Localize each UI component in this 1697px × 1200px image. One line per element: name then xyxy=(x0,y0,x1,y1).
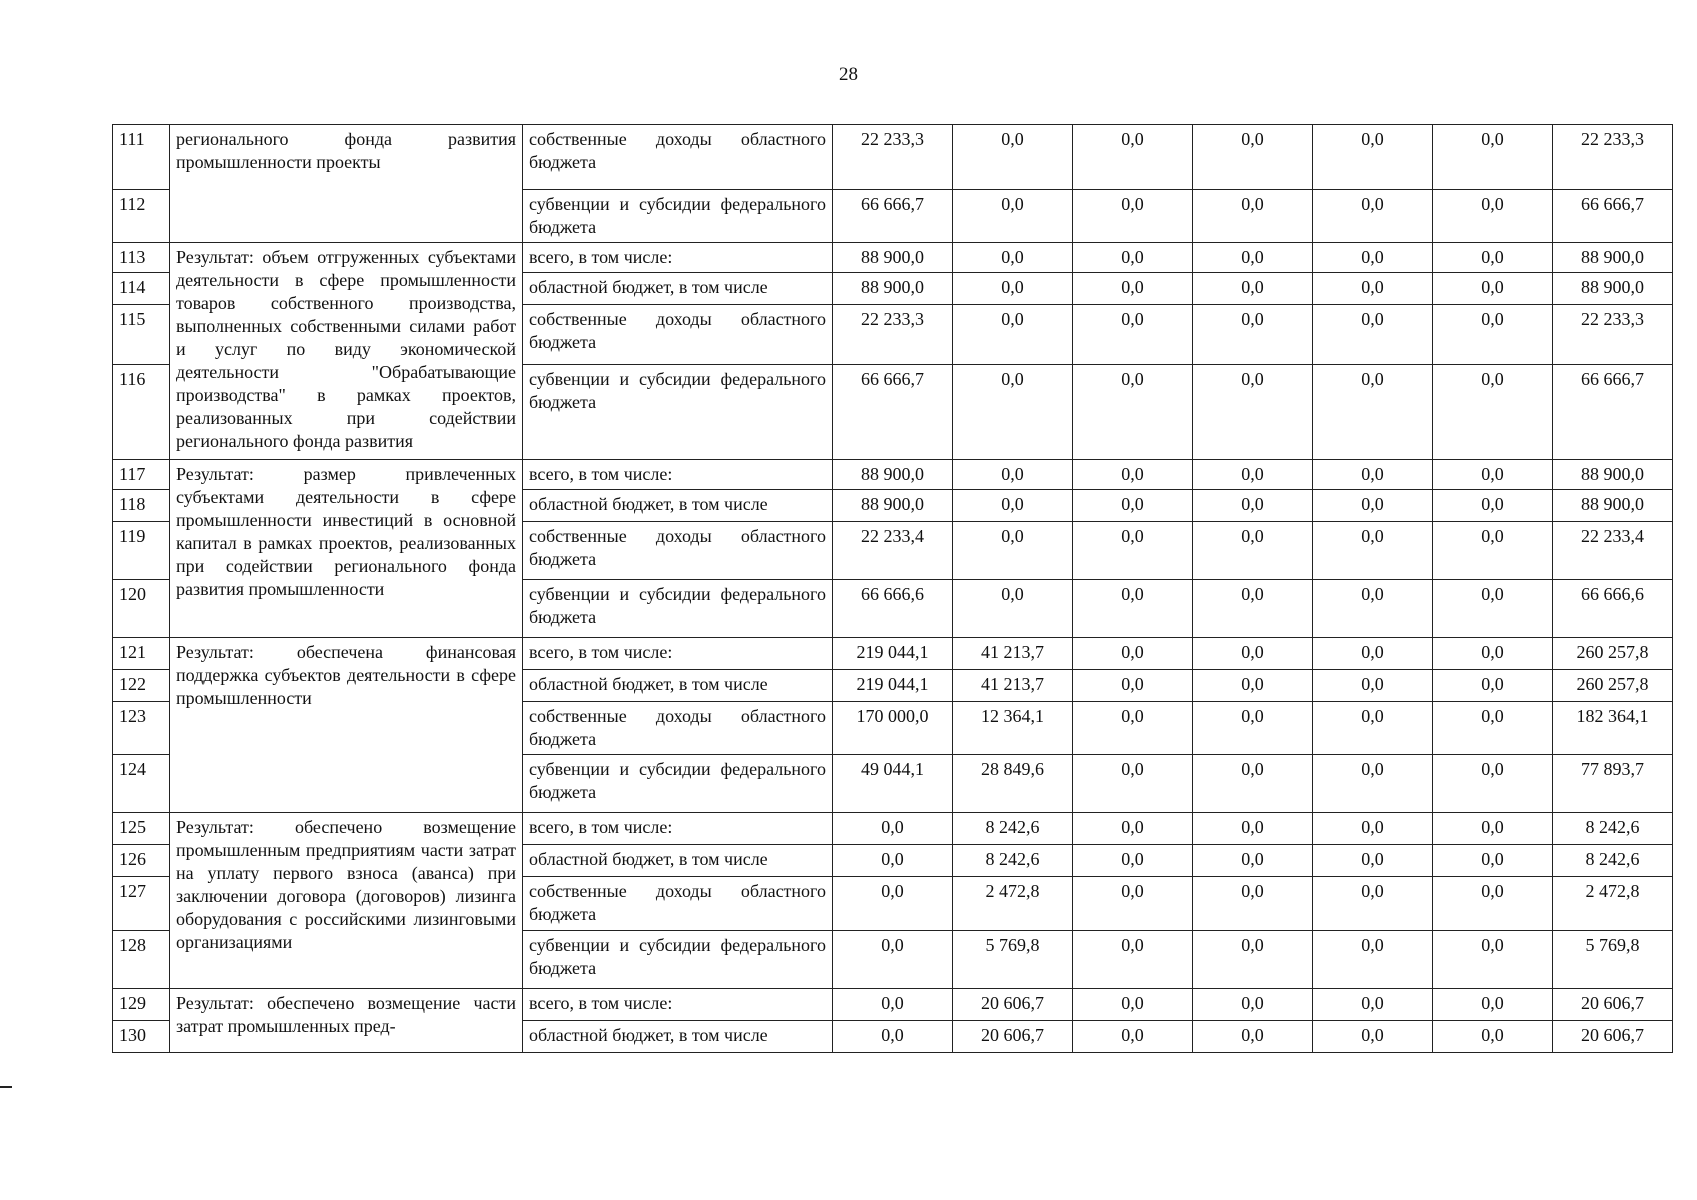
row-number: 126 xyxy=(113,845,170,877)
year-value: 0,0 xyxy=(1313,460,1433,490)
year-value: 0,0 xyxy=(1433,460,1553,490)
year-value: 22 233,4 xyxy=(833,522,953,580)
funding-source: субвенции и субсидии федерального бюджета xyxy=(523,755,833,813)
year-value: 0,0 xyxy=(1073,702,1193,755)
year-value: 219 044,1 xyxy=(833,670,953,702)
row-number: 123 xyxy=(113,702,170,755)
row-number: 120 xyxy=(113,580,170,638)
year-value: 0,0 xyxy=(1073,490,1193,522)
year-value: 0,0 xyxy=(1313,522,1433,580)
total-value: 66 666,6 xyxy=(1553,580,1673,638)
year-value: 0,0 xyxy=(1433,877,1553,931)
funding-source: собственные доходы областного бюджета xyxy=(523,125,833,190)
funding-source: собственные доходы областного бюджета xyxy=(523,877,833,931)
year-value: 0,0 xyxy=(1313,490,1433,522)
result-description: Результат: объем отгруженных субъектами деятельности в сфере промышленности товаров собственного производства, выполненных собственными силами работ и услуг по виду экономической деятельности "Обрабатывающие производства" в рамках проектов, реализованных при содействии регионального фонда развития xyxy=(170,243,523,460)
year-value: 0,0 xyxy=(833,1021,953,1053)
year-value: 0,0 xyxy=(1433,931,1553,989)
year-value: 0,0 xyxy=(1193,755,1313,813)
year-value: 0,0 xyxy=(1313,580,1433,638)
year-value: 20 606,7 xyxy=(953,1021,1073,1053)
year-value: 0,0 xyxy=(1433,755,1553,813)
year-value: 88 900,0 xyxy=(833,273,953,305)
year-value: 0,0 xyxy=(1073,877,1193,931)
year-value: 0,0 xyxy=(1313,243,1433,273)
year-value: 0,0 xyxy=(1313,931,1433,989)
year-value: 0,0 xyxy=(1313,702,1433,755)
year-value: 22 233,3 xyxy=(833,125,953,190)
funding-source: областной бюджет, в том числе xyxy=(523,273,833,305)
funding-source: всего, в том числе: xyxy=(523,243,833,273)
row-number: 117 xyxy=(113,460,170,490)
row-number: 115 xyxy=(113,305,170,365)
year-value: 0,0 xyxy=(953,490,1073,522)
year-value: 0,0 xyxy=(1193,125,1313,190)
year-value: 219 044,1 xyxy=(833,638,953,670)
row-number: 128 xyxy=(113,931,170,989)
result-description: регионального фонда развития промышленности проекты xyxy=(170,125,523,243)
year-value: 0,0 xyxy=(1073,813,1193,845)
year-value: 0,0 xyxy=(1073,580,1193,638)
year-value: 0,0 xyxy=(1433,243,1553,273)
year-value: 0,0 xyxy=(1073,365,1193,460)
total-value: 2 472,8 xyxy=(1553,877,1673,931)
budget-table xyxy=(112,124,1673,1053)
result-description: Результат: обеспечено возмещение промышленным предприятиям части затрат на уплату первого взноса (аванса) при заключении договора (договоров) лизинга оборудования с российскими лизинговыми организациями xyxy=(170,813,523,989)
year-value: 0,0 xyxy=(1193,989,1313,1021)
year-value: 0,0 xyxy=(1073,522,1193,580)
year-value: 0,0 xyxy=(1313,989,1433,1021)
year-value: 41 213,7 xyxy=(953,638,1073,670)
year-value: 0,0 xyxy=(1073,305,1193,365)
year-value: 0,0 xyxy=(1433,813,1553,845)
total-value: 8 242,6 xyxy=(1553,845,1673,877)
year-value: 66 666,7 xyxy=(833,365,953,460)
funding-source: собственные доходы областного бюджета xyxy=(523,522,833,580)
year-value: 0,0 xyxy=(1193,522,1313,580)
year-value: 0,0 xyxy=(1193,931,1313,989)
year-value: 88 900,0 xyxy=(833,243,953,273)
year-value: 0,0 xyxy=(1193,273,1313,305)
year-value: 0,0 xyxy=(1193,305,1313,365)
table-row xyxy=(113,243,1673,273)
row-number: 130 xyxy=(113,1021,170,1053)
year-value: 0,0 xyxy=(1313,305,1433,365)
year-value: 0,0 xyxy=(1073,190,1193,243)
year-value: 0,0 xyxy=(1193,580,1313,638)
page-number: 28 xyxy=(839,64,858,85)
year-value: 0,0 xyxy=(1313,670,1433,702)
year-value: 20 606,7 xyxy=(953,989,1073,1021)
year-value: 0,0 xyxy=(1313,273,1433,305)
budget-table-body xyxy=(113,125,1673,1053)
year-value: 0,0 xyxy=(1313,813,1433,845)
year-value: 0,0 xyxy=(1313,877,1433,931)
year-value: 0,0 xyxy=(1433,638,1553,670)
funding-source: всего, в том числе: xyxy=(523,460,833,490)
year-value: 0,0 xyxy=(833,845,953,877)
year-value: 0,0 xyxy=(953,365,1073,460)
funding-source: собственные доходы областного бюджета xyxy=(523,702,833,755)
total-value: 66 666,7 xyxy=(1553,190,1673,243)
total-value: 260 257,8 xyxy=(1553,638,1673,670)
year-value: 0,0 xyxy=(1433,1021,1553,1053)
year-value: 0,0 xyxy=(1193,243,1313,273)
table-row xyxy=(113,638,1673,670)
year-value: 5 769,8 xyxy=(953,931,1073,989)
year-value: 0,0 xyxy=(1433,305,1553,365)
row-number: 122 xyxy=(113,670,170,702)
total-value: 20 606,7 xyxy=(1553,1021,1673,1053)
year-value: 0,0 xyxy=(1313,755,1433,813)
row-number: 116 xyxy=(113,365,170,460)
total-value: 88 900,0 xyxy=(1553,243,1673,273)
row-number: 112 xyxy=(113,190,170,243)
year-value: 22 233,3 xyxy=(833,305,953,365)
total-value: 20 606,7 xyxy=(1553,989,1673,1021)
year-value: 66 666,7 xyxy=(833,190,953,243)
total-value: 88 900,0 xyxy=(1553,490,1673,522)
year-value: 0,0 xyxy=(1073,460,1193,490)
total-value: 182 364,1 xyxy=(1553,702,1673,755)
funding-source: всего, в том числе: xyxy=(523,989,833,1021)
margin-mark xyxy=(0,1086,12,1088)
year-value: 0,0 xyxy=(1433,845,1553,877)
year-value: 0,0 xyxy=(1193,490,1313,522)
year-value: 0,0 xyxy=(1433,365,1553,460)
total-value: 260 257,8 xyxy=(1553,670,1673,702)
year-value: 0,0 xyxy=(953,243,1073,273)
year-value: 41 213,7 xyxy=(953,670,1073,702)
year-value: 0,0 xyxy=(1193,190,1313,243)
total-value: 77 893,7 xyxy=(1553,755,1673,813)
row-number: 127 xyxy=(113,877,170,931)
year-value: 0,0 xyxy=(1313,638,1433,670)
year-value: 0,0 xyxy=(833,813,953,845)
total-value: 5 769,8 xyxy=(1553,931,1673,989)
total-value: 22 233,3 xyxy=(1553,305,1673,365)
year-value: 0,0 xyxy=(1433,670,1553,702)
year-value: 0,0 xyxy=(1073,989,1193,1021)
year-value: 0,0 xyxy=(953,580,1073,638)
year-value: 0,0 xyxy=(953,305,1073,365)
year-value: 0,0 xyxy=(1193,1021,1313,1053)
year-value: 0,0 xyxy=(1073,755,1193,813)
total-value: 66 666,7 xyxy=(1553,365,1673,460)
year-value: 0,0 xyxy=(1433,490,1553,522)
year-value: 8 242,6 xyxy=(953,845,1073,877)
result-description: Результат: обеспечена финансовая поддержка субъектов деятельности в сфере промышленности xyxy=(170,638,523,813)
year-value: 12 364,1 xyxy=(953,702,1073,755)
year-value: 49 044,1 xyxy=(833,755,953,813)
table-row xyxy=(113,813,1673,845)
funding-source: областной бюджет, в том числе xyxy=(523,490,833,522)
funding-source: субвенции и субсидии федерального бюджета xyxy=(523,190,833,243)
total-value: 22 233,3 xyxy=(1553,125,1673,190)
year-value: 0,0 xyxy=(1433,522,1553,580)
year-value: 0,0 xyxy=(1073,845,1193,877)
year-value: 0,0 xyxy=(1193,845,1313,877)
result-description: Результат: обеспечено возмещение части затрат промышленных пред- xyxy=(170,989,523,1053)
year-value: 0,0 xyxy=(1433,989,1553,1021)
year-value: 8 242,6 xyxy=(953,813,1073,845)
year-value: 0,0 xyxy=(833,931,953,989)
funding-source: областной бюджет, в том числе xyxy=(523,845,833,877)
year-value: 0,0 xyxy=(1193,877,1313,931)
total-value: 88 900,0 xyxy=(1553,273,1673,305)
funding-source: собственные доходы областного бюджета xyxy=(523,305,833,365)
year-value: 0,0 xyxy=(1073,125,1193,190)
funding-source: субвенции и субсидии федерального бюджета xyxy=(523,365,833,460)
funding-source: областной бюджет, в том числе xyxy=(523,1021,833,1053)
year-value: 0,0 xyxy=(1073,273,1193,305)
year-value: 0,0 xyxy=(1193,813,1313,845)
year-value: 0,0 xyxy=(1433,125,1553,190)
year-value: 0,0 xyxy=(1073,931,1193,989)
year-value: 0,0 xyxy=(953,273,1073,305)
table-row xyxy=(113,460,1673,490)
year-value: 88 900,0 xyxy=(833,490,953,522)
year-value: 0,0 xyxy=(1433,190,1553,243)
funding-source: всего, в том числе: xyxy=(523,813,833,845)
row-number: 111 xyxy=(113,125,170,190)
row-number: 114 xyxy=(113,273,170,305)
row-number: 125 xyxy=(113,813,170,845)
total-value: 8 242,6 xyxy=(1553,813,1673,845)
table-row xyxy=(113,989,1673,1021)
year-value: 88 900,0 xyxy=(833,460,953,490)
year-value: 0,0 xyxy=(1433,580,1553,638)
year-value: 0,0 xyxy=(1193,365,1313,460)
funding-source: всего, в том числе: xyxy=(523,638,833,670)
year-value: 170 000,0 xyxy=(833,702,953,755)
row-number: 121 xyxy=(113,638,170,670)
year-value: 0,0 xyxy=(1073,1021,1193,1053)
year-value: 0,0 xyxy=(953,522,1073,580)
year-value: 0,0 xyxy=(1193,670,1313,702)
year-value: 0,0 xyxy=(1313,190,1433,243)
funding-source: областной бюджет, в том числе xyxy=(523,670,833,702)
row-number: 129 xyxy=(113,989,170,1021)
year-value: 2 472,8 xyxy=(953,877,1073,931)
year-value: 0,0 xyxy=(1193,638,1313,670)
year-value: 0,0 xyxy=(1073,670,1193,702)
year-value: 0,0 xyxy=(953,190,1073,243)
total-value: 88 900,0 xyxy=(1553,460,1673,490)
year-value: 28 849,6 xyxy=(953,755,1073,813)
row-number: 113 xyxy=(113,243,170,273)
row-number: 118 xyxy=(113,490,170,522)
table-row xyxy=(113,125,1673,190)
funding-source: субвенции и субсидии федерального бюджета xyxy=(523,580,833,638)
result-description: Результат: размер привлеченных субъектами деятельности в сфере промышленности инвестиций в основной капитал в рамках проектов, реализованных при содействии регионального фонда развития промышленности xyxy=(170,460,523,638)
year-value: 0,0 xyxy=(1313,125,1433,190)
year-value: 66 666,6 xyxy=(833,580,953,638)
year-value: 0,0 xyxy=(1313,845,1433,877)
row-number: 119 xyxy=(113,522,170,580)
year-value: 0,0 xyxy=(953,125,1073,190)
year-value: 0,0 xyxy=(833,877,953,931)
total-value: 22 233,4 xyxy=(1553,522,1673,580)
year-value: 0,0 xyxy=(833,989,953,1021)
year-value: 0,0 xyxy=(1193,460,1313,490)
year-value: 0,0 xyxy=(1193,702,1313,755)
year-value: 0,0 xyxy=(953,460,1073,490)
row-number: 124 xyxy=(113,755,170,813)
funding-source: субвенции и субсидии федерального бюджета xyxy=(523,931,833,989)
year-value: 0,0 xyxy=(1313,365,1433,460)
year-value: 0,0 xyxy=(1073,638,1193,670)
year-value: 0,0 xyxy=(1313,1021,1433,1053)
year-value: 0,0 xyxy=(1433,273,1553,305)
year-value: 0,0 xyxy=(1073,243,1193,273)
year-value: 0,0 xyxy=(1433,702,1553,755)
